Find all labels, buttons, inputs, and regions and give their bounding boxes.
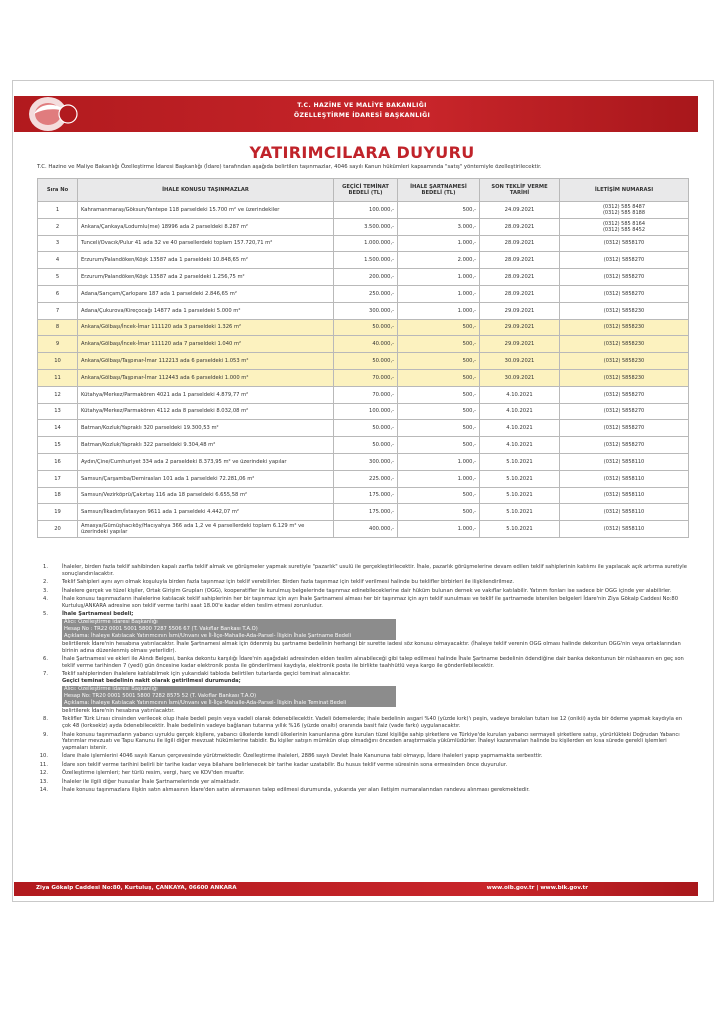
footer-bar xyxy=(14,882,698,896)
guarantee-amount: 225.000,- xyxy=(334,470,398,487)
spec-fee: 1.000,- xyxy=(398,302,480,319)
note-7-subtitle: Geçici teminat bedelinin nakit olarak getirilmesi durumunda; xyxy=(62,678,241,685)
deadline-date: 29.09.2021 xyxy=(480,336,560,353)
deadline-date: 29.09.2021 xyxy=(480,319,560,336)
row-number: 20 xyxy=(38,521,78,538)
contact-number xyxy=(560,504,689,521)
guarantee-amount: 175.000,- xyxy=(334,487,398,504)
row-number: 6 xyxy=(38,285,78,302)
phone-number: (0312) 5858230 xyxy=(603,324,645,331)
guarantee-amount: 400.000,- xyxy=(334,521,398,538)
spec-fee: 500,- xyxy=(398,420,480,437)
table-row xyxy=(38,403,689,420)
bank-account-box-guarantee: Alıcı: Özelleştirme İdaresi Başkanlığı Hesap No: TR20 0001 5001 5800 7282 8575 52 (T. Vakıflar Bankası T.A.O) Açıklama: İhaleye Katılacak Yatırımcının İsmi/Unvanı ve İl-İlçe-Mahalle-Ada-Parsel- İlişkin İhale Teminat Bedeli xyxy=(62,686,396,707)
property-name: Adana/Sarıçam/Çarkıpare 187 ada 1 parseldeki 2.846,65 m² xyxy=(78,285,334,302)
property-name: Batman/Kozluk/Yapraklı 322 parseldeki 9.304,48 m² xyxy=(78,437,334,454)
table-row xyxy=(38,269,689,286)
table-row xyxy=(38,521,689,538)
phone-number: (0312) 5858270 xyxy=(603,274,645,281)
phone-number: (0312) 585 8487 xyxy=(602,203,646,210)
contact-number xyxy=(560,336,689,353)
deadline-date: 30.09.2021 xyxy=(480,369,560,386)
footer-websites[interactable]: www.oib.gov.tr | www.bik.gov.tr xyxy=(486,885,588,891)
deadline-date: 28.09.2021 xyxy=(480,285,560,302)
note-7-continued: belirtilerek İdare'nin hesabına yatırılacaktır. xyxy=(62,707,175,714)
col-header-contact: İLETİŞİM NUMARASI xyxy=(560,179,689,202)
property-name: Kahramanmaraş/Göksun/Yantepe 118 parseldeki 15.700 m² ve üzerindekiler xyxy=(78,202,334,219)
col-header-spec: İHALE ŞARTNAMESİ BEDELİ (TL) xyxy=(398,179,480,202)
property-name: Aydın/Çine/Cumhuriyet 334 ada 2 parseldeki 8.373,95 m² ve üzerindeki yapılar xyxy=(78,453,334,470)
row-number: 12 xyxy=(38,386,78,403)
phone-number: (0312) 5858110 xyxy=(603,475,645,482)
row-number: 15 xyxy=(38,437,78,454)
row-number: 9 xyxy=(38,336,78,353)
table-row xyxy=(38,302,689,319)
table-row xyxy=(38,252,689,269)
row-number: 17 xyxy=(38,470,78,487)
phone-number: (0312) 5858270 xyxy=(603,425,645,432)
col-header-no: Sıra No xyxy=(38,179,78,202)
spec-fee: 500,- xyxy=(398,353,480,370)
ministry-name: T.C. HAZİNE VE MALİYE BAKANLIĞI xyxy=(297,102,427,109)
note-item: 14. İhale konusu taşınmazlara ilişkin satın alımasının İdare'den satın alınmasının talep edilmesi durumunda, yukarıda yer alan iletişim numaralarından randevu alınması gerekmektedir. xyxy=(39,787,530,794)
row-number: 11 xyxy=(38,369,78,386)
deadline-date: 4.10.2021 xyxy=(480,420,560,437)
deadline-date: 28.09.2021 xyxy=(480,252,560,269)
spec-fee: 2.000,- xyxy=(398,252,480,269)
property-name: Amasya/Gümüşhacıköy/Hacıyahya 366 ada 1,2 ve 4 parsellerdeki toplam 6.129 m² ve üzerindeki yapılar xyxy=(78,521,334,538)
spec-fee: 500,- xyxy=(398,202,480,219)
deadline-date: 28.09.2021 xyxy=(480,269,560,286)
property-name: Erzurum/Palandöken/Köşk 13587 ada 1 parseldeki 10.848,65 m² xyxy=(78,252,334,269)
table-row xyxy=(38,369,689,386)
table-row xyxy=(38,453,689,470)
property-name: Samsun/Vezirköprü/Çakırtaş 116 ada 18 parseldeki 6.655,58 m² xyxy=(78,487,334,504)
spec-fee: 3.000,- xyxy=(398,218,480,235)
table-header-row xyxy=(38,179,689,202)
spec-fee: 1.000,- xyxy=(398,269,480,286)
row-number: 3 xyxy=(38,235,78,252)
contact-number xyxy=(560,218,689,235)
property-name: Ankara/Gölbaşı/İncek-İmar 111120 ada 7 parseldeki 1.040 m² xyxy=(78,336,334,353)
deadline-date: 5.10.2021 xyxy=(480,521,560,538)
deadline-date: 30.09.2021 xyxy=(480,353,560,370)
property-name: Samsun/Çarşamba/Demiraslan 101 ada 1 parseldeki 72.281,06 m² xyxy=(78,470,334,487)
row-number: 4 xyxy=(38,252,78,269)
agency-name: ÖZELLEŞTİRME İDARESİ BAŞKANLIĞI xyxy=(293,112,431,119)
guarantee-amount: 250.000,- xyxy=(334,285,398,302)
property-name: Kütahya/Merkez/Parmakören 4112 ada 8 parseldeki 8.032,08 m² xyxy=(78,403,334,420)
guarantee-amount: 40.000,- xyxy=(334,336,398,353)
property-name: Batman/Kozluk/Yapraklı 320 parseldeki 19.300,53 m² xyxy=(78,420,334,437)
contact-number xyxy=(560,521,689,538)
phone-number: (0312) 5858270 xyxy=(603,408,645,415)
phone-number: (0312) 5858110 xyxy=(603,458,645,465)
spec-fee: 1.000,- xyxy=(398,285,480,302)
guarantee-amount: 50.000,- xyxy=(334,353,398,370)
note-item: 13. İhaleler ile ilgili diğer hususlar İhale Şartnamelerinde yer almaktadır. xyxy=(39,778,240,785)
note-item: 9. İhale konusu taşınmazların yabancı uyruklu gerçek kişilere, yabancı ülkelerde kendi ülkelerinin kanunlarına göre kurulan tüzel kişiliğe sahip şirketlere ve Türkiye'de kurulan yabancı sermayeli şirketlere satışı, yürürlükteki Doğrudan Yabancı Yatırımlar mevzuatı ve Tapu Kanunu ile ilgili diğer mevzuat hükümlerine tabidir. Bu kişiler satışın mümkün olup olmadığını önceden araştırmakla yükümlüdürler. İhaleyi kazanmaları halinde bu kişilerden en kısa sürede gerekli işlemleri yapmaları istenir. xyxy=(43,731,680,752)
spec-fee: 1.000,- xyxy=(398,470,480,487)
row-number: 1 xyxy=(38,202,78,219)
phone-number: (0312) 5858110 xyxy=(603,526,645,533)
deadline-date: 29.09.2021 xyxy=(480,302,560,319)
table-row xyxy=(38,504,689,521)
contact-number xyxy=(560,487,689,504)
spec-fee: 1.000,- xyxy=(398,235,480,252)
table-row xyxy=(38,336,689,353)
col-header-guarantee: GEÇİCİ TEMİNAT BEDELİ (TL) xyxy=(334,179,398,202)
table-row xyxy=(38,420,689,437)
guarantee-amount: 70.000,- xyxy=(334,386,398,403)
row-number: 10 xyxy=(38,353,78,370)
phone-number: (0312) 5858270 xyxy=(603,391,645,398)
guarantee-amount: 100.000,- xyxy=(334,403,398,420)
row-number: 19 xyxy=(38,504,78,521)
guarantee-amount: 300.000,- xyxy=(334,453,398,470)
contact-number xyxy=(560,470,689,487)
table-row xyxy=(38,218,689,235)
contact-number xyxy=(560,302,689,319)
note-5-continued: belirtilerek İdare'nin hesabına yatırılacaktır. İhale Şartnamesi almak için ödenmiş bu şartname bedelinin herhangi bir surette iadesi söz konusu olmayacaktır. (İhaleye teklif verenin OGG olması halinde dekontun OGG'nin veya ortaklarından birinin adına düzenlenmiş olması yeterlidir). xyxy=(62,640,681,654)
phone-number: (0312) 585 8164 xyxy=(602,220,646,227)
phone-number: (0312) 5858230 xyxy=(603,374,645,381)
guarantee-amount: 1.000.000,- xyxy=(334,235,398,252)
contact-number xyxy=(560,353,689,370)
contact-number xyxy=(560,453,689,470)
note-item: 11. İdare son teklif verme tarihini belirli bir tarihe kadar veya bilahare belirlenecek bir tarihe kadar uzatabilir. Bu husus teklif verme süresinin sona ermesinden önce duyurulur. xyxy=(39,761,508,768)
deadline-date: 5.10.2021 xyxy=(480,487,560,504)
deadline-date: 5.10.2021 xyxy=(480,470,560,487)
property-name: Ankara/Gölbaşı/İncek-İmar 111120 ada 3 parseldeki 1.326 m² xyxy=(78,319,334,336)
guarantee-amount: 175.000,- xyxy=(334,504,398,521)
note-item: 6. İhale Şartnamesi ve ekleri ile Alındı Belgesi, banka dekontu karşılığı İdare'nin aşağıdaki adresinden elden teslim alınabileceği gibi talep edilmesi halinde İhale Şartname bedelinin ödendiğine dair banka dekontunun bir nüshasının en geç son teklif verme tarihinden 7 (yedi) gün öncesine kadar elektronik posta ile gönderilmesi kaydıyla, elektronik posta ile birlikte taahhütlü veya kargo ile gönderilebilecektir. xyxy=(43,656,684,669)
spec-fee: 1.000,- xyxy=(398,453,480,470)
spec-fee: 500,- xyxy=(398,437,480,454)
guarantee-amount: 200.000,- xyxy=(334,269,398,286)
row-number: 13 xyxy=(38,403,78,420)
contact-number xyxy=(560,202,689,219)
contact-number xyxy=(560,285,689,302)
contact-number xyxy=(560,269,689,286)
guarantee-amount: 100.000,- xyxy=(334,202,398,219)
note-item: 4. İhale konusu taşınmazların ihalelerine katılacak teklif sahiplerinin her bir taşınmaz için ayrı İhale Şartnamesi alması her bir taşınmaz için ayrı teklif sunulması ve teklif ile şartnamede istenilen belgeleri İdare'nin Ziya Gökalp Caddesi No:80 Kurtuluş/ANKARA adresine son teklif verme tarihi saat 18.00'e kadar elden teslim etmesi zorunludur. xyxy=(43,595,679,609)
contact-number xyxy=(560,437,689,454)
row-number: 14 xyxy=(38,420,78,437)
deadline-date: 28.09.2021 xyxy=(480,235,560,252)
contact-number xyxy=(560,235,689,252)
note-item: 10. İdare ihale işlemlerini 4046 sayılı Kanun çerçevesinde yürütmektedir. Özelleştirme ihaleleri, 2886 sayılı Devlet İhale Kanununa tabi olmayıp, İdare ihaleleri yapıp yapmamakta serbesttir. xyxy=(39,753,543,760)
table-row xyxy=(38,235,689,252)
notes-list xyxy=(32,564,692,795)
table-row xyxy=(38,202,689,219)
intro-text: T.C. Hazine ve Maliye Bakanlığı Özelleştirme İdaresi Başkanlığı (İdare) tarafından aşağıda belirtilen taşınmazlar, 4046 sayılı Kanun hükümleri kapsamında "satış" yöntemiyle özelleştirilecektir. xyxy=(37,164,542,170)
phone-number: (0312) 5858270 xyxy=(603,257,645,264)
property-name: Samsun/İlkadım/İstasyon 9611 ada 1 parseldeki 4.442,07 m² xyxy=(78,504,334,521)
phone-number: (0312) 5858110 xyxy=(603,492,645,499)
deadline-date: 4.10.2021 xyxy=(480,386,560,403)
row-number: 16 xyxy=(38,453,78,470)
deadline-date: 24.09.2021 xyxy=(480,202,560,219)
phone-number: (0312) 5858230 xyxy=(603,307,645,314)
guarantee-amount: 50.000,- xyxy=(334,437,398,454)
row-number: 7 xyxy=(38,302,78,319)
contact-number xyxy=(560,420,689,437)
phone-number: (0312) 585 8452 xyxy=(602,226,646,233)
table-row xyxy=(38,386,689,403)
note-item: 2. Teklif Sahipleri aynı ayrı olmak koşuluyla birden fazla taşınmaz için teklif verebilirler. Birden fazla taşınmaz için teklif verilmesi halinde bu teklifler birbirleri ile ilişkilendirilmez. xyxy=(43,579,515,586)
note-item: 1. İhaleler, birden fazla teklif sahibinden kapalı zarfla teklif almak ve görüşmeler yapmak suretiyle "pazarlık" usulü ile gerçekleştirilecektir. İhale, pazarlık görüşmelerine devam edilen teklif sahiplerinin katılımı ile yapılacak açık artırma suretiyle sonuçlandırılacaktır. xyxy=(43,564,687,577)
page-title: YATIRIMCILARA DUYURU xyxy=(249,143,475,162)
guarantee-amount: 50.000,- xyxy=(334,420,398,437)
property-name: Erzurum/Palandöken/Köşk 13587 ada 2 parseldeki 1.256,75 m² xyxy=(78,269,334,286)
row-number: 2 xyxy=(38,218,78,235)
phone-number: (0312) 5858270 xyxy=(603,442,645,449)
table-row xyxy=(38,353,689,370)
note-item: 7. Teklif sahiplerinden ihalelere katılabilmek için yukarıdaki tabloda belirtilen tutarlarda geçici teminat alınacaktır. Geçici teminat bedelinin nakit olarak getirilmesi durumunda; Alıcı: Özelleştirme İdaresi Başkanlığı Hesap No: TR20 0001 5001 5800 7282 8575 52 (T. Vakıflar Bankası T.A.O) Açıklama: İhaleye Katılacak Yatırımcının İsmi/Unvanı ve İl-İlçe-Mahalle-Ada-Parsel- İlişkin İhale Teminat Bedeli belirtilerek İdare'nin hesabına yatırılacaktır. xyxy=(32,671,692,714)
property-name: Adana/Çukurova/Kireçocağı 14877 ada 1 parseldeki 5.000 m² xyxy=(78,302,334,319)
col-header-name: İHALE KONUSU TAŞINMAZLAR xyxy=(78,179,334,202)
contact-number xyxy=(560,252,689,269)
table-row xyxy=(38,487,689,504)
note-item: 8. Teklifler Türk Lirası cinsinden verilecek olup ihale bedeli peşin veya vadeli olarak ödenebilecektir. Vadeli ödemelerde; ihale bedelinin asgari %40 (yüzde kırk)'ı peşin, vadeye bırakılan tutarı ise 12 (onikii) ayda bir ödeme yapmak kaydıyla en çok 48 (kırksekiz) ayda ödenebilecektir. İhale bedelinin vadeye bağlanan tutarına yıllık %16 (yüzde onaltı) oranında basit faiz (vade farkı) uygulanacaktır. xyxy=(43,716,683,730)
spec-fee: 1.000,- xyxy=(398,521,480,538)
spec-fee: 500,- xyxy=(398,336,480,353)
phone-number: (0312) 5858270 xyxy=(603,290,645,297)
spec-fee: 500,- xyxy=(398,487,480,504)
contact-number xyxy=(560,319,689,336)
phone-number: (0312) 5858170 xyxy=(603,240,645,247)
guarantee-amount: 70.000,- xyxy=(334,369,398,386)
deadline-date: 5.10.2021 xyxy=(480,453,560,470)
contact-number xyxy=(560,403,689,420)
row-number: 5 xyxy=(38,269,78,286)
spec-fee: 500,- xyxy=(398,403,480,420)
col-header-deadline: SON TEKLİF VERME TARİHİ xyxy=(480,179,560,202)
property-name: Kütahya/Merkez/Parmakören 4021 ada 1 parseldeki 4.879,77 m² xyxy=(78,386,334,403)
spec-fee: 500,- xyxy=(398,504,480,521)
table-row xyxy=(38,437,689,454)
deadline-date: 5.10.2021 xyxy=(480,504,560,521)
spec-fee: 500,- xyxy=(398,386,480,403)
table-row xyxy=(38,470,689,487)
deadline-date: 28.09.2021 xyxy=(480,218,560,235)
phone-number: (0312) 5858230 xyxy=(603,358,645,365)
footer-address: Ziya Gökalp Caddesi No:80, Kurtuluş, ÇANKAYA, 06600 ANKARA xyxy=(36,885,237,891)
contact-number xyxy=(560,369,689,386)
note-item: 12. Özelleştirme işlemleri; her türlü resim, vergi, harç ve KDV'den muaftır. xyxy=(39,770,245,777)
guarantee-amount: 3.500.000,- xyxy=(334,218,398,235)
table-row xyxy=(38,319,689,336)
spec-fee: 500,- xyxy=(398,369,480,386)
row-number: 8 xyxy=(38,319,78,336)
phone-number: (0312) 585 8188 xyxy=(602,209,646,216)
deadline-date: 4.10.2021 xyxy=(480,403,560,420)
property-name: Tunceli/Ovacık/Pulur 41 ada 32 ve 40 parsellerdeki toplam 157.720,71 m² xyxy=(78,235,334,252)
deadline-date: 4.10.2021 xyxy=(480,437,560,454)
phone-number: (0312) 5858110 xyxy=(603,509,645,516)
guarantee-amount: 1.500.000,- xyxy=(334,252,398,269)
property-name: Ankara/Gölbaşı/Taşpınar-İmar 112443 ada 6 parseldeki 1.000 m² xyxy=(78,369,334,386)
property-name: Ankara/Gölbaşı/Taşpınar-İmar 112213 ada 6 parseldeki 1.053 m² xyxy=(78,353,334,370)
property-name: Ankara/Çankaya/Lodumlu(me) 18996 ada 2 parseldeki 8.287 m² xyxy=(78,218,334,235)
property-table xyxy=(37,178,689,538)
note-item: 3. İhalelere gerçek ve tüzel kişiler, Ortak Girişim Grupları (OGG), kooperatifler ile kurulmuş belgelerinde taşınmaz edinebileceklerine dair hüküm bulunan dernek ve vakıflar katılabilir. Yatırım fonları ise sadece bir OGG içinde yer alabilirler. xyxy=(43,587,672,594)
spec-fee: 500,- xyxy=(398,319,480,336)
table-row xyxy=(38,285,689,302)
guarantee-amount: 50.000,- xyxy=(334,319,398,336)
note-item: 5. İhale Şartnamesi bedeli; Alıcı: Özelleştirme İdaresi Başkanlığı Hesap No : TR22 0001 5001 5800 7287 5506 67 (T. Vakıflar Bankası T.A.O) Açıklama: İhaleye Katılacak Yatırımcının İsmi/Unvanı ve İl-İlçe-Mahalle-Ada-Parsel- İlişkin İhale Şartname Bedeli belirtilerek İdare'nin hesabına yatırılacaktır. İhale Şartnamesi almak için ödenmiş bu şartname bedelinin herhangi bir surette iadesi söz konusu olmayacaktır. (İhaleye teklif verenin OGG olması halinde dekontun OGG'nin veya ortaklarından birinin adına düzenlenmiş olması yeterlidir). xyxy=(32,611,692,654)
bank-account-box-spec: Alıcı: Özelleştirme İdaresi Başkanlığı Hesap No : TR22 0001 5001 5800 7287 5506 67 (T. Vakıflar Bankası T.A.O) Açıklama: İhaleye Katılacak Yatırımcının İsmi/Unvanı ve İl-İlçe-Mahalle-Ada-Parsel- İlişkin İhale Şartname Bedeli xyxy=(62,619,396,640)
row-number: 18 xyxy=(38,487,78,504)
contact-number xyxy=(560,386,689,403)
guarantee-amount: 300.000,- xyxy=(334,302,398,319)
phone-number: (0312) 5858230 xyxy=(603,341,645,348)
